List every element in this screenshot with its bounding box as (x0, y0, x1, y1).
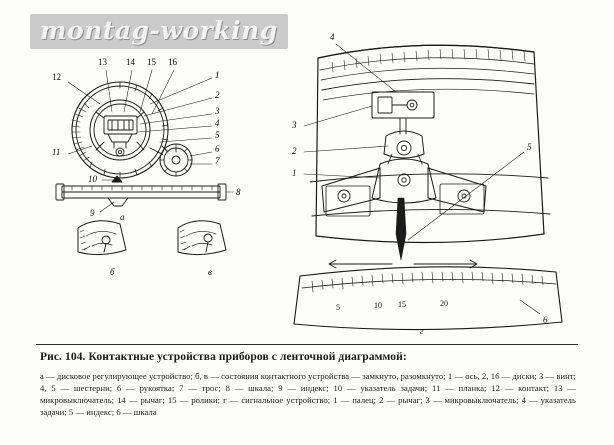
callout-r2: 2 (292, 146, 297, 156)
callout-7: 7 (215, 156, 220, 166)
scale-number-20: 20 (440, 299, 448, 308)
callout-12: 12 (52, 72, 61, 82)
callout-5: 5 (215, 130, 220, 140)
callout-9: 9 (90, 208, 95, 218)
scale-number-5: 5 (336, 303, 340, 312)
scale-number-10: 10 (374, 301, 382, 310)
callout-r3: 3 (292, 120, 297, 130)
callout-r1: 1 (292, 168, 297, 178)
callout-14: 14 (126, 57, 135, 67)
caption-title: Рис. 104. Контактные устройства приборов с ленточной диаграммой: (40, 351, 407, 363)
callout-4: 4 (215, 118, 220, 128)
sublabel-b: б (110, 267, 115, 277)
watermark: montag-working (30, 14, 288, 49)
caption-legend: а — дисковое регулирующее устройство; б, в — состояния контактного устройства — замкнуто, разомкнуто; 1 — ось, 2, 16 — диски; 3 — винт; 4, 5 — шестерни; 6 — рукоятка; 7 — трос; 8 — шкала; 9 — индекс; 10 — указатель задачи; 11 — планка; 12 — контакт; 13 — микровыключатель; 14 — рычаг; 15 — ролики; г — сигнальное устройство; 1 — палец; 2 — рычаг; 3 — микровыключатель; 4 — указатель задачи; 5 — индекс; 6 — шкала (40, 371, 576, 417)
callout-1: 1 (215, 70, 220, 80)
sublabel-g: г (420, 326, 424, 336)
callout-15: 15 (147, 57, 156, 67)
callout-11: 11 (52, 147, 61, 157)
callout-16: 16 (168, 57, 177, 67)
scale-number-15: 15 (398, 300, 406, 309)
callout-r6: 6 (543, 315, 548, 325)
callout-8: 8 (236, 187, 241, 197)
callout-r5: 5 (527, 142, 532, 152)
callout-2: 2 (215, 90, 220, 100)
callout-13: 13 (98, 57, 107, 67)
callout-r4: 4 (330, 32, 335, 42)
caption-divider (36, 344, 578, 345)
callout-3: 3 (215, 106, 220, 116)
callout-6: 6 (215, 144, 220, 154)
callout-10: 10 (88, 174, 97, 184)
sublabel-v: в (208, 267, 212, 277)
sublabel-a: а (120, 212, 125, 222)
